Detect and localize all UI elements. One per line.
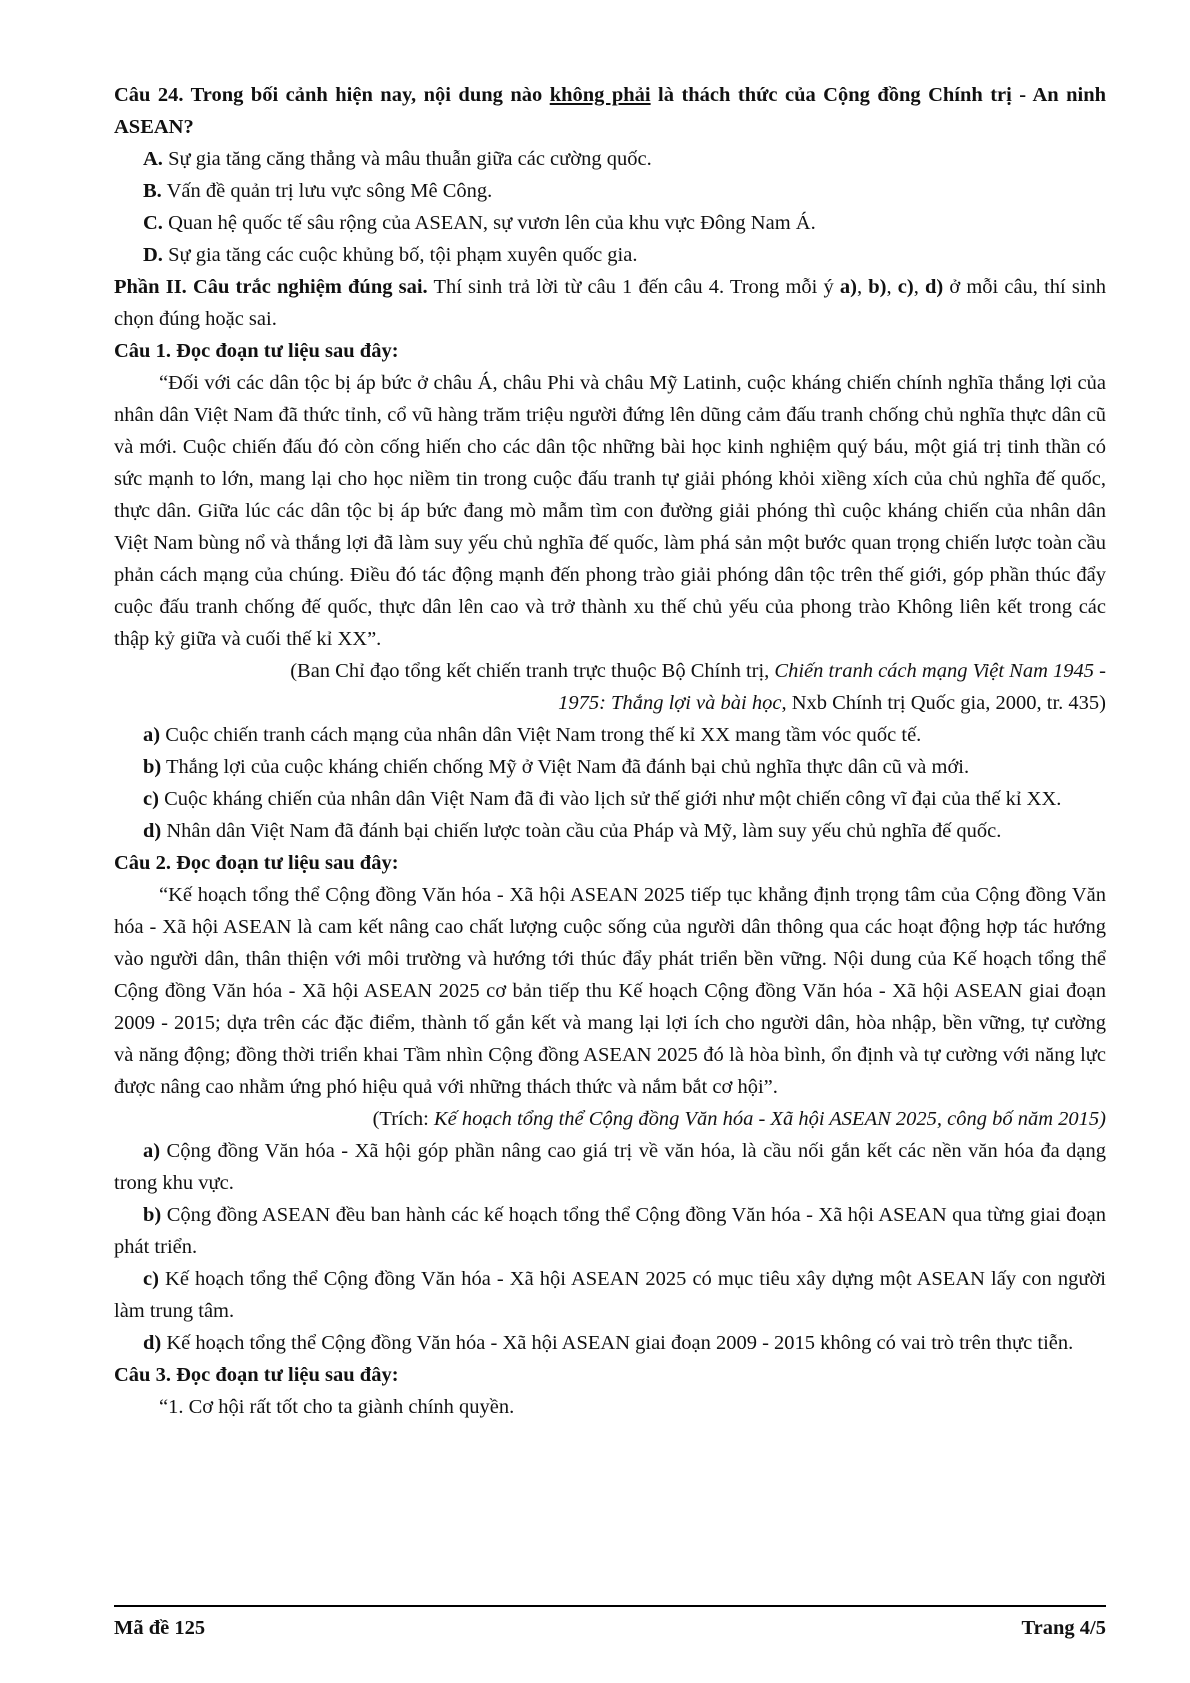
source-prefix: (Ban Chỉ đạo tổng kết chiến tranh trực thuộc Bộ Chính trị,	[290, 660, 775, 682]
source-title: Kế hoạch tổng thể Cộng đồng Văn hóa - Xã hội ASEAN 2025, công bố năm 2015)	[433, 1108, 1106, 1130]
separator: ,	[856, 276, 869, 298]
item-text: Cuộc kháng chiến của nhân dân Việt Nam đã đi vào lịch sử thế giới như một chiến công vĩ đại của thế kỉ XX.	[158, 788, 1062, 810]
question-24-option-a	[114, 143, 1106, 175]
question-2-title-text: Câu 2. Đọc đoạn tư liệu sau đây:	[114, 852, 399, 874]
item-letter: a)	[143, 724, 161, 746]
item-text: Nhân dân Việt Nam đã đánh bại chiến lược toàn cầu của Pháp và Mỹ, làm suy yếu chủ nghĩa đế quốc.	[161, 820, 1002, 842]
question-24-option-d	[114, 239, 1106, 271]
option-letter: D.	[143, 244, 163, 266]
question-1-title-text: Câu 1. Đọc đoạn tư liệu sau đây:	[114, 340, 399, 362]
source-prefix: (Trích:	[372, 1108, 434, 1130]
question-1-item-a	[114, 719, 1106, 751]
part-2-heading	[114, 271, 1106, 335]
question-2-item-d	[114, 1327, 1106, 1359]
item-letter: c)	[143, 788, 159, 810]
part-2-intro: Thí sinh trả lời từ câu 1 đến câu 4. Trong mỗi ý	[427, 276, 840, 298]
option-letter: B.	[143, 180, 162, 202]
question-3-quote: “1. Cơ hội rất tốt cho ta giành chính quyền.	[159, 1396, 515, 1418]
question-24-option-c	[114, 207, 1106, 239]
item-letter: a)	[143, 1140, 161, 1162]
question-24-stem-text-end: là thách thức của Cộng đồng Chính trị - An ninh ASEAN?	[114, 84, 1107, 138]
item-text: Kế hoạch tổng thể Cộng đồng Văn hóa - Xã hội ASEAN giai đoạn 2009 - 2015 không có vai trò trên thực tiễn.	[161, 1332, 1074, 1354]
item-letter: c)	[143, 1268, 159, 1290]
question-24-option-b	[114, 175, 1106, 207]
separator: ,	[886, 276, 898, 298]
item-text: Cộng đồng ASEAN đều ban hành các kế hoạch tổng thể Cộng đồng Văn hóa - Xã hội ASEAN qua từng giai đoạn phát triển.	[114, 1204, 1106, 1258]
question-2-item-a	[114, 1135, 1106, 1199]
separator: ,	[913, 276, 925, 298]
question-1-item-b	[114, 751, 1106, 783]
page-footer	[114, 1605, 1106, 1643]
question-1-quote: “Đối với các dân tộc bị áp bức ở châu Á, châu Phi và châu Mỹ Latinh, cuộc kháng chiến chính nghĩa thắng lợi của nhân dân Việt Nam đã thức tỉnh, cổ vũ hàng trăm triệu người đứng lên dũng cảm đấu tranh chống chủ nghĩa thực dân cũ và mới. Cuộc chiến đấu đó còn cống hiến cho các dân tộc những bài học kinh nghiệm quý báu, một giá trị tinh thần có sức mạnh to lớn, mang lại cho học niềm tin trong cuộc đấu tranh tự giải phóng khỏi xiềng xích của chủ nghĩa đế quốc, thực dân. Giữa lúc các dân tộc bị áp bức đang mò mẫm tìm con đường giải phóng thì cuộc kháng chiến của nhân dân Việt Nam bùng nổ và thắng lợi đã làm suy yếu chủ nghĩa đế quốc, làm phá sản một bước quan trọng chiến lược toàn cầu phản cách mạng của chúng. Điều đó tác động mạnh đến phong trào giải phóng dân tộc trên thế giới, góp phần thúc đẩy cuộc đấu tranh chống đế quốc, thực dân lên cao và trở thành xu thế chủ yếu của phong trào Không liên kết trong các thập kỷ giữa và cuối thế kỉ XX”.	[114, 372, 1106, 650]
part-2-intro-end: ở mỗi câu, thí sinh chọn đúng hoặc sai.	[114, 276, 1107, 330]
item-text: Cộng đồng Văn hóa - Xã hội góp phần nâng cao giá trị về văn hóa, là cầu nối gắn kết các nền văn hóa đa dạng trong khu vực.	[114, 1140, 1106, 1194]
exam-page-content	[114, 79, 1106, 1423]
question-1-source	[114, 655, 1106, 719]
option-letter: A.	[143, 148, 163, 170]
question-1-title	[114, 335, 1106, 367]
option-letter: C.	[143, 212, 163, 234]
question-3-title-text: Câu 3. Đọc đoạn tư liệu sau đây:	[114, 1364, 399, 1386]
item-text: Cuộc chiến tranh cách mạng của nhân dân Việt Nam trong thế kỉ XX mang tầm vóc quốc tế.	[160, 724, 922, 746]
option-text: Sự gia tăng các cuộc khủng bố, tội phạm xuyên quốc gia.	[162, 244, 638, 266]
question-2-title	[114, 847, 1106, 879]
source-title: Chiến tranh cách mạng Việt Nam 1945 - 1975: Thắng lợi và bài học	[558, 660, 1106, 714]
item-letter: b)	[143, 1204, 162, 1226]
marker-d: d)	[924, 276, 944, 298]
marker-b: b)	[868, 276, 887, 298]
question-24-emphasis: không phải	[549, 84, 651, 106]
question-1-item-d	[114, 815, 1106, 847]
page-number: Trang 4/5	[1021, 1617, 1106, 1639]
option-text: Vấn đề quản trị lưu vực sông Mê Công.	[161, 180, 493, 202]
item-text: Thắng lợi của cuộc kháng chiến chống Mỹ ở Việt Nam đã đánh bại chủ nghĩa thực dân cũ và mới.	[161, 756, 970, 778]
question-3-title	[114, 1359, 1106, 1391]
question-2-item-c	[114, 1263, 1106, 1327]
part-2-title: Phần II. Câu trắc nghiệm đúng sai.	[114, 276, 428, 298]
marker-a: a)	[839, 276, 857, 298]
option-text: Sự gia tăng căng thẳng và mâu thuẫn giữa các cường quốc.	[162, 148, 652, 170]
question-2-source	[114, 1103, 1106, 1135]
item-letter: d)	[143, 820, 162, 842]
exam-code: Mã đề 125	[114, 1617, 206, 1639]
question-2-item-b	[114, 1199, 1106, 1263]
source-suffix: , Nxb Chính trị Quốc gia, 2000, tr. 435)	[781, 692, 1106, 714]
item-letter: b)	[143, 756, 162, 778]
question-2-quote: “Kế hoạch tổng thể Cộng đồng Văn hóa - Xã hội ASEAN 2025 tiếp tục khẳng định trọng tâm của Cộng đồng Văn hóa - Xã hội ASEAN là cam kết nâng cao chất lượng cuộc sống của người dân thông qua các hoạt động hợp tác hướng vào người dân, thân thiện với môi trường và hướng tới thúc đẩy phát triển bền vững. Nội dung của Kế hoạch tổng thể Cộng đồng Văn hóa - Xã hội ASEAN 2025 cơ bản tiếp thu Kế hoạch Cộng đồng Văn hóa - Xã hội ASEAN giai đoạn 2009 - 2015; dựa trên các đặc điểm, thành tố gắn kết và mang lại lợi ích cho người dân, hòa nhập, bền vững, tự cường và năng động; đồng thời triển khai Tầm nhìn Cộng đồng ASEAN 2025 đó là hòa bình, ổn định và tự cường với năng lực được nâng cao nhằm ứng phó hiệu quả với những thách thức và nắm bắt cơ hội”.	[114, 884, 1106, 1098]
item-text: Kế hoạch tổng thể Cộng đồng Văn hóa - Xã hội ASEAN 2025 có mục tiêu xây dựng một ASEAN lấy con người làm trung tâm.	[114, 1268, 1106, 1322]
option-text: Quan hệ quốc tế sâu rộng của ASEAN, sự vươn lên của khu vực Đông Nam Á.	[162, 212, 816, 234]
marker-c: c)	[897, 276, 914, 298]
question-24-stem	[114, 79, 1106, 143]
question-1-item-c	[114, 783, 1106, 815]
question-24-stem-text: Câu 24. Trong bối cảnh hiện nay, nội dung nào	[114, 84, 550, 106]
item-letter: d)	[143, 1332, 162, 1354]
